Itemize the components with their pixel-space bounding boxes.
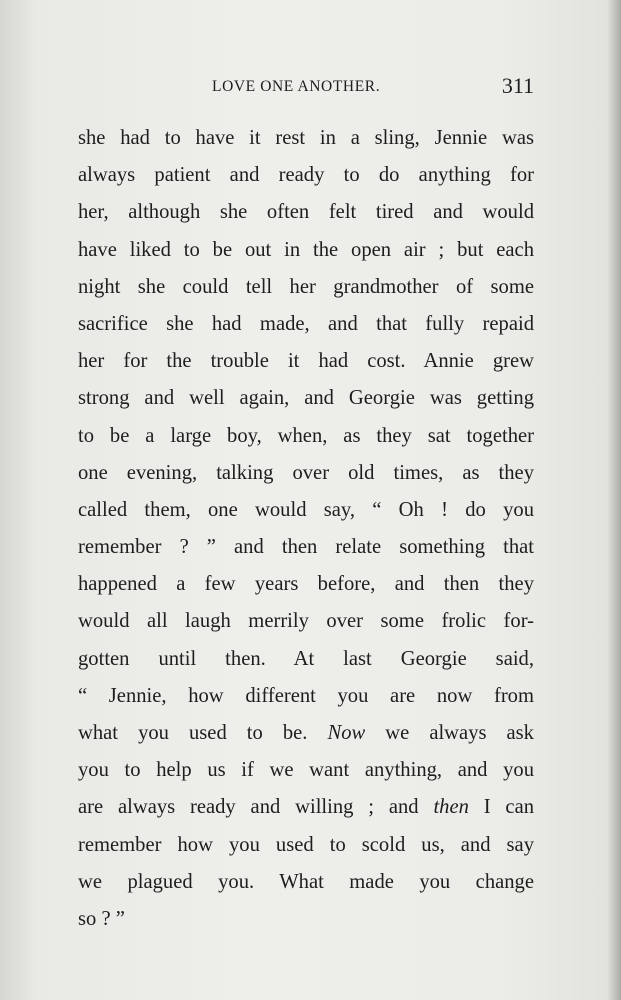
text-segment: I can (468, 796, 535, 819)
text-segment: we always ask (365, 722, 534, 744)
text-segment: what you used to be. (78, 722, 328, 744)
text-line: we plagued you. What made you change (78, 870, 534, 893)
text-line: she had to have it rest in a sling, Jennie was (78, 127, 534, 149)
running-head (78, 74, 534, 102)
text-line (78, 789, 534, 826)
text-segment: are always ready and willing ; and (78, 796, 434, 819)
text-line: her, although she often felt tired and would (78, 201, 534, 224)
text-line (78, 715, 534, 752)
text-line: you to help us if we want anything, and you (78, 759, 534, 782)
text-line: night she could tell her grandmother of some (78, 275, 534, 298)
body-text (78, 120, 534, 938)
text-line: remember how you used to scold us, and say (78, 833, 534, 856)
page-number: 311 (501, 73, 534, 98)
text-line: to be a large boy, when, as they sat together (78, 424, 534, 447)
text-line: “ Jennie, how different you are now from (78, 684, 534, 707)
text-line: happened a few years before, and then they (78, 573, 534, 596)
text-line: her for the trouble it had cost. Annie grew (78, 350, 534, 373)
text-line: sacrifice she had made, and that fully repaid (78, 312, 534, 335)
text-line: gotten until then. At last Georgie said, (78, 647, 534, 670)
text-line: would all laugh merrily over some frolic for- (78, 610, 534, 633)
text-line: one evening, talking over old times, as they (78, 461, 534, 484)
page-edge-shadow (607, 0, 621, 1000)
italic-word: then (433, 796, 469, 819)
text-line: called them, one would say, “ Oh ! do you (78, 498, 534, 521)
italic-word: Now (327, 722, 366, 744)
text-line: always patient and ready to do anything for (78, 164, 534, 187)
text-line: have liked to be out in the open air ; but each (78, 238, 534, 261)
text-line: strong and well again, and Georgie was getting (78, 387, 534, 410)
text-line: remember ? ” and then relate something that (78, 536, 534, 559)
text-line: so ? ” (78, 907, 125, 930)
running-title: LOVE ONE ANOTHER. (212, 78, 381, 95)
